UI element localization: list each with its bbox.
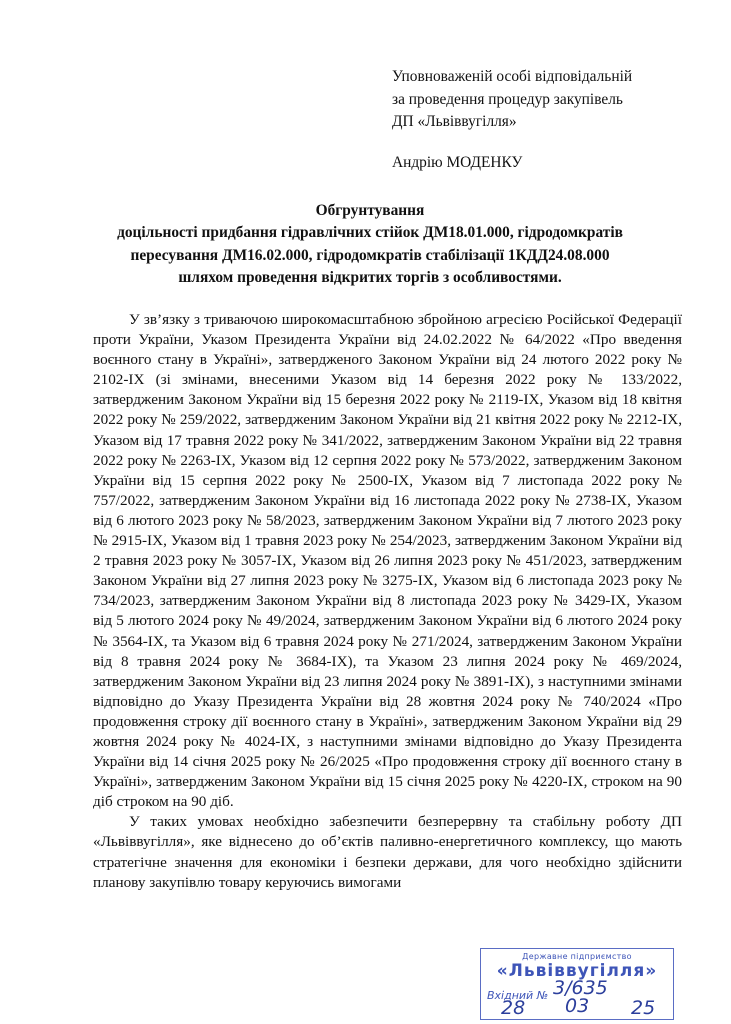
addressee-line-3: ДП «Львіввугілля» bbox=[392, 113, 517, 130]
stamp-name: «Львіввугілля» bbox=[496, 961, 658, 981]
stamp-year: 25 bbox=[631, 997, 656, 1019]
title-line-1: Обгрунтування bbox=[315, 202, 425, 219]
addressee-name: Андрію МОДЕНКУ bbox=[392, 153, 523, 171]
registration-stamp bbox=[480, 948, 674, 1020]
body-paragraph-2: У таких умовах необхідно забезпечити безперервну та стабільну роботу ДП «Львіввугілля», яке віднесено до об’єктів паливно-енергетичного комплексу, що мають стратегічне значення для економіки і безпеки держави, для чого необхідно здійснити планову закупівлю товару керуючись вимогами bbox=[93, 813, 682, 891]
title-line-2: доцільності придбання гідравлічних стійок ДМ18.01.000, гідродомкратів bbox=[117, 224, 623, 242]
title-line-3: пересування ДМ16.02.000, гідродомкратів стабілізації 1КДД24.08.000 bbox=[130, 246, 610, 264]
addressee-block bbox=[392, 66, 632, 174]
body-paragraph-1: У зв’язку з триваючою широкомасштабною збройною агресією Російської Федерації проти України, Указом Президента України від 24.02.2022 № 64/2022 «Про введення воєнного стану в Україні», затвердженого Законом України від 24 лютого 2022 року № 2102-IX (зі змінами, внесеними Указом від 14 березня 2022 року № 133/2022, затвердженим Законом України від 15 березня 2022 року № 2119-IX, Указом від 18 квітня 2022 року № 259/2022, затвердженим Законом України від 21 квітня 2022 року № 2212-IX, Указом від 17 травня 2022 року № 341/2022, затвердженим Законом України від 22 травня 2022 року № 2263-IX, Указом від 12 серпня 2022 року № 573/2022, затвердженим Законом України від 15 серпня 2022 року № 2500-IX, Указом від 7 листопада 2022 року № 757/2022, затвердженим Законом України від 16 листопада 2022 року № 2738-IX, Указом від 6 лютого 2023 року № 58/2023, затвердженим Законом України від 7 лютого 2023 року № 2915-IX, Указом від 1 травня 2023 року № 254/2023, затвердженим Законом України від 2 травня 2023 року № 3057-IX, Указом від 26 липня 2023 року № 451/2023, затвердженим Законом України від 27 липня 2023 року № 3275-IX, Указом від 6 листопада 2023 року № 734/2023, затвердженим Законом України від 8 листопада 2023 року № 3429-IX, Указом від 5 лютого 2024 року № 49/2024, затвердженим Законом України від 6 лютого 2024 року № 3564-IX, та Указом від 6 травня 2024 року № 271/2024, затвердженим Законом України від 8 травня 2024 року № 3684-IX), та Указом 23 липня 2024 року № 469/2024, затвердженим Законом України від 23 липня 2024 року № 3891-IX), з наступними змінами відповідно до Указу Президента України від 28 жовтня 2024 року № 740/2024 «Про продовження строку дії воєнного стану в Україні», затвердженим Законом України від 29 жовтня 2024 року № 4024-IX, з наступними змінами відповідно до Указу Президента України від 14 січня 2025 року № 26/2025 «Про продовження строку дії воєнного стану в Україні», затвердженим Законом України від 15 січня 2025 року № 4220-IX, строком на 90 діб строком на 90 діб. bbox=[93, 311, 682, 811]
stamp-label: Вхідний № bbox=[487, 989, 549, 1002]
title-line-4: шляхом проведення відкритих торгів з особливостями. bbox=[178, 268, 562, 286]
document-title bbox=[60, 200, 680, 289]
addressee-line-2: за проведення процедур закупівель bbox=[392, 90, 623, 108]
stamp-org: Державне підприємство bbox=[522, 952, 632, 961]
stamp-number: 3/635 bbox=[553, 977, 608, 999]
stamp-month: 03 bbox=[565, 995, 590, 1017]
addressee-line-1: Уповноваженій особі відповідальній bbox=[392, 68, 633, 85]
document-body bbox=[93, 310, 682, 893]
stamp-day: 28 bbox=[501, 997, 526, 1019]
